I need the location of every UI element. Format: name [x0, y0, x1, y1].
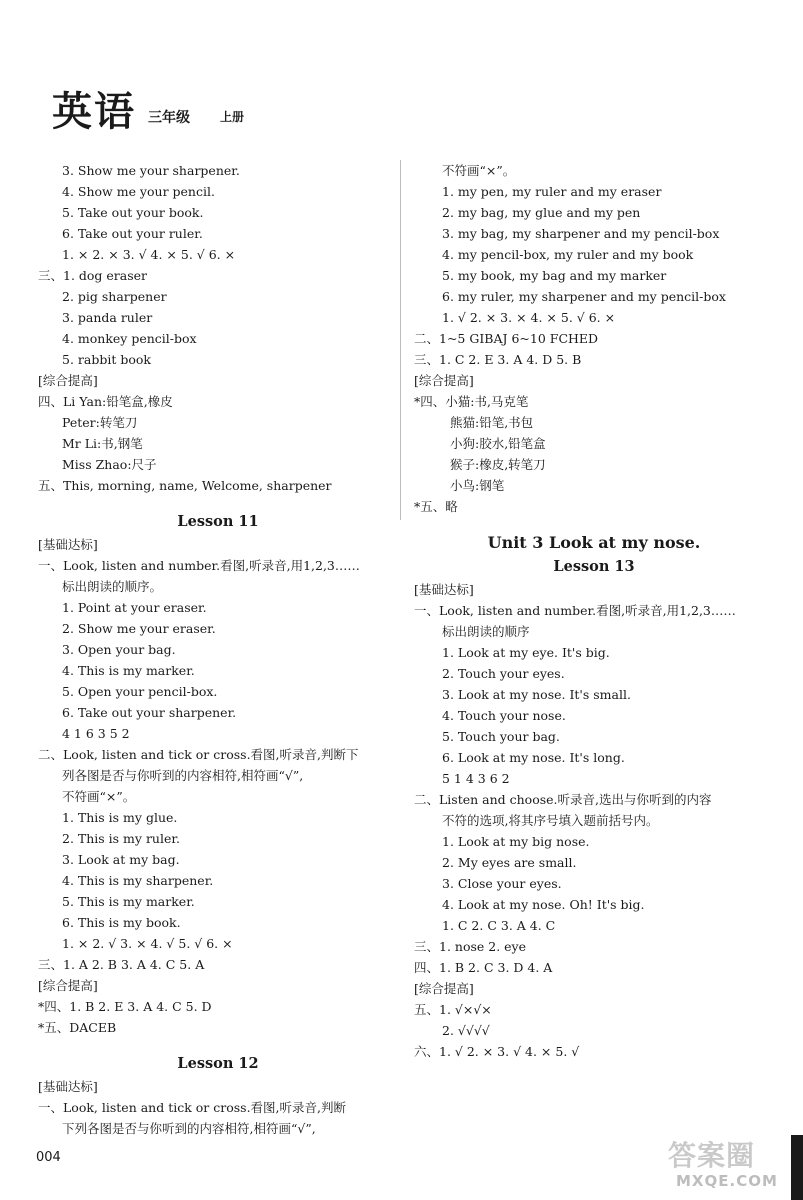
answer-line: 2. my bag, my glue and my pen — [442, 205, 641, 220]
answer-line: 4. my pencil-box, my ruler and my book — [442, 247, 694, 262]
watermark-logo: 答案圈 — [668, 1139, 756, 1172]
answer-line: 2. My eyes are small. — [442, 855, 577, 870]
answer-line: 4. monkey pencil-box — [62, 331, 197, 346]
answer-line: 二、Listen and choose.听录音,选出与你听到的内容 — [414, 792, 712, 807]
answer-line: 三、1. C 2. E 3. A 4. D 5. B — [414, 352, 582, 367]
answer-line: 4. This is my marker. — [62, 663, 195, 678]
answer-line: 三、1. dog eraser — [38, 268, 148, 283]
answer-line: 六、1. √ 2. × 3. √ 4. × 5. √ — [414, 1044, 580, 1059]
book-volume: 上册 — [220, 110, 245, 124]
answer-line: [基础达标] — [38, 537, 98, 552]
answer-line: 6. my ruler, my sharpener and my pencil-box — [442, 289, 726, 304]
answer-line: *四、小猫:书,马克笔 — [414, 394, 529, 409]
column-divider — [400, 160, 401, 520]
spacer — [38, 1038, 398, 1052]
right-column — [414, 160, 774, 1062]
answer-line: [综合提高] — [38, 373, 98, 388]
answer-line: 三、1. nose 2. eye — [414, 939, 527, 954]
answer-line: 三、1. A 2. B 3. A 4. C 5. A — [38, 957, 205, 972]
answer-line: 2. pig sharpener — [62, 289, 167, 304]
answer-line: 五、1. √×√× — [414, 1002, 492, 1017]
answer-line: 2. √√√√ — [442, 1023, 490, 1038]
answer-line: 3. Close your eyes. — [442, 876, 562, 891]
page-number: 004 — [36, 1150, 61, 1165]
answer-line: 四、1. B 2. C 3. D 4. A — [414, 960, 553, 975]
answer-line: 一、Look, listen and tick or cross.看图,听录音,判断 — [38, 1100, 347, 1115]
answer-line: Mr Li:书,钢笔 — [62, 436, 143, 451]
answer-line: 3. my bag, my sharpener and my pencil-box — [442, 226, 720, 241]
answer-line: 1. Look at my big nose. — [442, 834, 590, 849]
answer-line: 2. This is my ruler. — [62, 831, 180, 846]
lesson-heading: Lesson 11 — [177, 513, 259, 530]
answer-line: 1. × 2. × 3. √ 4. × 5. √ 6. × — [62, 247, 236, 262]
answer-line: 五、This, morning, name, Welcome, sharpener — [38, 478, 332, 493]
answer-line: 4 1 6 3 5 2 — [62, 726, 130, 741]
answer-line: 5. my book, my bag and my marker — [442, 268, 667, 283]
answer-line: 6. Take out your ruler. — [62, 226, 203, 241]
spacer — [38, 496, 398, 510]
answer-line: 列各图是否与你听到的内容相符,相符画“√”, — [62, 768, 304, 783]
answer-line: 5. Open your pencil-box. — [62, 684, 218, 699]
answer-line: 2. Show me your eraser. — [62, 621, 216, 636]
answer-line: 1. This is my glue. — [62, 810, 178, 825]
left-column — [38, 160, 398, 1139]
answer-line: 不符画“×”。 — [62, 789, 136, 804]
answer-line: 四、Li Yan:铅笔盒,橡皮 — [38, 394, 173, 409]
answer-line: 标出朗读的顺序。 — [62, 579, 163, 594]
answer-line: *五、略 — [414, 499, 458, 514]
unit-heading: Unit 3 Look at my nose. — [487, 533, 701, 552]
answer-line: 6. Look at my nose. It's long. — [442, 750, 625, 765]
answer-line: 5 1 4 3 6 2 — [442, 771, 510, 786]
lesson-heading: Lesson 12 — [177, 1055, 259, 1072]
answer-line: 熊猫:铅笔,书包 — [450, 415, 534, 430]
answer-line: [综合提高] — [414, 981, 474, 996]
answer-line: 3. panda ruler — [62, 310, 153, 325]
answer-line: 3. Open your bag. — [62, 642, 176, 657]
answer-line: 3. Look at my nose. It's small. — [442, 687, 631, 702]
answer-line: [综合提高] — [38, 978, 98, 993]
page-edge-tab — [791, 1135, 803, 1200]
answer-line: 6. This is my book. — [62, 915, 181, 930]
answer-line: 1. × 2. √ 3. × 4. √ 5. √ 6. × — [62, 936, 233, 951]
answer-line: 4. Look at my nose. Oh! It's big. — [442, 897, 645, 912]
answer-line: 不符的选项,将其序号填入题前括号内。 — [442, 813, 659, 828]
answer-line: 2. Touch your eyes. — [442, 666, 565, 681]
watermark-url: MXQE.COM — [676, 1172, 778, 1190]
answer-line: 5. Touch your bag. — [442, 729, 560, 744]
answer-line: 4. This is my sharpener. — [62, 873, 214, 888]
answer-line: 1. my pen, my ruler and my eraser — [442, 184, 662, 199]
answer-line: 小狗:胶水,铅笔盒 — [450, 436, 546, 451]
spacer — [414, 517, 774, 531]
answer-line: 1. √ 2. × 3. × 4. × 5. √ 6. × — [442, 310, 616, 325]
answer-line: 1. Look at my eye. It's big. — [442, 645, 610, 660]
answer-line: [基础达标] — [38, 1079, 98, 1094]
answer-line: 4. Show me your pencil. — [62, 184, 215, 199]
answer-line: *四、1. B 2. E 3. A 4. C 5. D — [38, 999, 212, 1014]
answer-line: 一、Look, listen and number.看图,听录音,用1,2,3…… — [414, 603, 736, 618]
answer-line: 猴子:橡皮,转笔刀 — [450, 457, 546, 472]
answer-line: *五、DACEB — [38, 1020, 117, 1035]
answer-line: 5. This is my marker. — [62, 894, 195, 909]
answer-line: 一、Look, listen and number.看图,听录音,用1,2,3…… — [38, 558, 360, 573]
answer-line: 5. Take out your book. — [62, 205, 204, 220]
answer-line: 1. Point at your eraser. — [62, 600, 207, 615]
answer-line: 不符画“×”。 — [442, 163, 516, 178]
answer-line: Miss Zhao:尺子 — [62, 457, 157, 472]
answer-line: [基础达标] — [414, 582, 474, 597]
answer-line: Peter:转笔刀 — [62, 415, 138, 430]
answer-line: 小鸟:钢笔 — [450, 478, 505, 493]
book-title: 英语 — [52, 89, 136, 135]
answer-line: 二、Look, listen and tick or cross.看图,听录音,判断下 — [38, 747, 359, 762]
answer-line: 标出朗读的顺序 — [442, 624, 530, 639]
answer-line: 下列各图是否与你听到的内容相符,相符画“√”, — [62, 1121, 316, 1136]
answer-line: 二、1~5 GIBAJ 6~10 FCHED — [414, 331, 599, 346]
book-grade: 三年级 — [148, 110, 190, 126]
answer-line: 1. C 2. C 3. A 4. C — [442, 918, 556, 933]
answer-line: [综合提高] — [414, 373, 474, 388]
answer-line: 6. Take out your sharpener. — [62, 705, 237, 720]
answer-line: 5. rabbit book — [62, 352, 151, 367]
answer-line: 3. Look at my bag. — [62, 852, 180, 867]
answer-line: 3. Show me your sharpener. — [62, 163, 240, 178]
lesson-heading: Lesson 13 — [553, 558, 635, 575]
answer-line: 4. Touch your nose. — [442, 708, 566, 723]
